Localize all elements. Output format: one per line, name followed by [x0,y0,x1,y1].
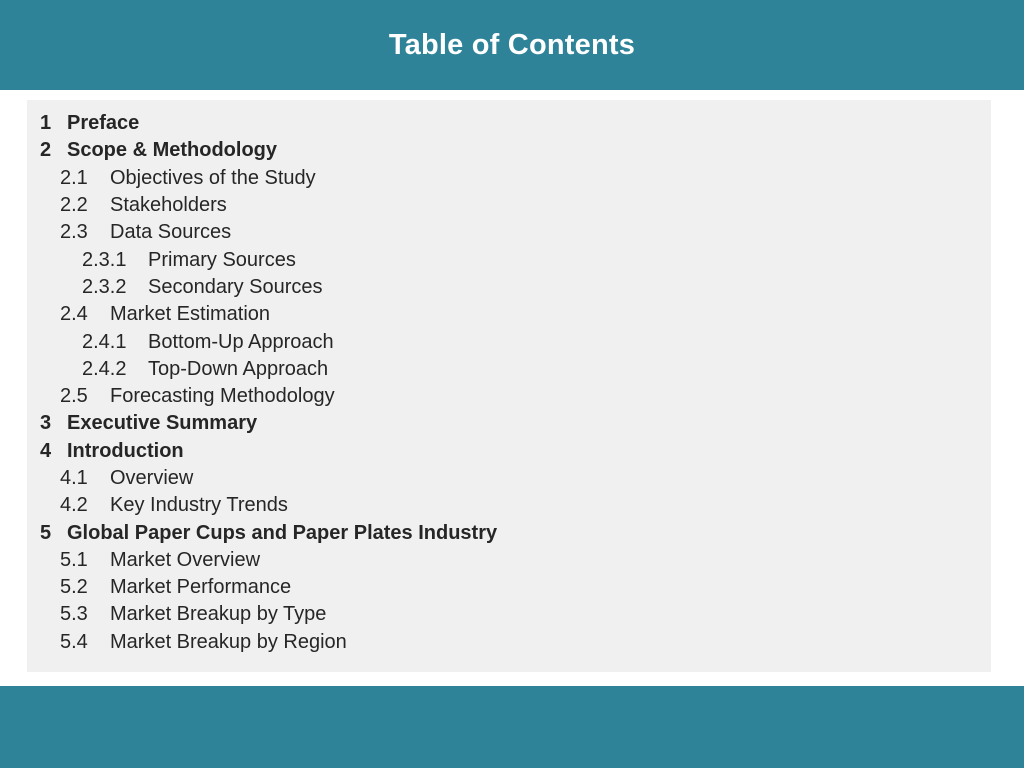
toc-item-label: Forecasting Methodology [110,385,335,408]
toc-item [27,574,991,601]
page-title: Table of Contents [388,28,636,61]
toc-item [27,438,991,465]
toc-item-number: 2.2 [60,194,88,217]
toc-item [27,274,991,301]
toc-item-number: 5.4 [60,630,88,653]
toc-item-label: Market Estimation [110,303,271,326]
toc-item [27,192,991,219]
toc-item-number: 4.2 [60,494,88,517]
toc-item-number: 2.3.2 [82,275,127,298]
toc-item-number: 5 [40,521,52,544]
toc-item-number: 4.1 [60,467,88,489]
toc-item-number: 5.3 [60,603,88,626]
toc-item-label: Secondary Sources [148,275,323,298]
toc-item [27,383,991,410]
toc-item [27,410,991,437]
toc-item-label: Scope & Methodology [67,139,277,162]
toc-item-number: 2 [40,139,52,162]
toc-item-label: Data Sources [110,221,232,244]
toc-item-number: 2.4 [60,303,88,326]
toc-item-label: Preface [67,112,140,135]
toc-item-label: Primary Sources [148,248,296,271]
toc-item-label: Introduction [67,439,184,462]
toc-item-number: 2.4.1 [82,330,127,353]
toc-item-number: 3 [40,412,52,435]
header-bar [0,0,1024,90]
toc-item [27,519,991,546]
toc-item-label: Bottom-Up Approach [148,330,334,353]
toc-item [27,492,991,519]
toc-item-label: Market Breakup by Region [110,630,347,653]
toc-panel [27,100,991,672]
toc-item-number: 2.3.1 [82,248,127,271]
toc-item-label: Executive Summary [67,412,258,435]
toc-item [27,110,991,137]
toc-item-label: Key Industry Trends [110,494,288,517]
toc-item-number: 2.3 [60,221,88,244]
toc-item [27,629,991,656]
footer-bar [0,686,1024,768]
toc-item-number: 5.1 [60,548,88,571]
toc-item [27,246,991,273]
toc-item [27,328,991,355]
toc-item [27,165,991,192]
toc-item [27,301,991,328]
toc-item-number: 4 [40,439,52,462]
toc-item-label: Market Overview [110,548,261,571]
toc-item-number: 2.5 [60,385,88,408]
toc-item-label: Market Performance [110,576,292,599]
toc-item-label: Objectives of the Study [110,166,316,189]
toc-item-number: 2.1 [60,166,88,189]
toc-item-label: Top-Down Approach [148,357,329,380]
toc-item-label: Overview [110,467,194,489]
toc-item [27,601,991,628]
toc-item-number: 2.4.2 [82,357,127,380]
toc-item [27,547,991,574]
toc-item [27,465,991,492]
toc-item [27,356,991,383]
toc-item [27,137,991,164]
toc-item [27,219,991,246]
toc-item-number: 5.2 [60,576,88,599]
toc-item-number: 1 [40,112,52,135]
toc-item-label: Market Breakup by Type [110,603,327,626]
toc-item-label: Stakeholders [110,194,227,217]
toc-list [27,100,991,656]
toc-item-label: Global Paper Cups and Paper Plates Industry [67,521,498,544]
